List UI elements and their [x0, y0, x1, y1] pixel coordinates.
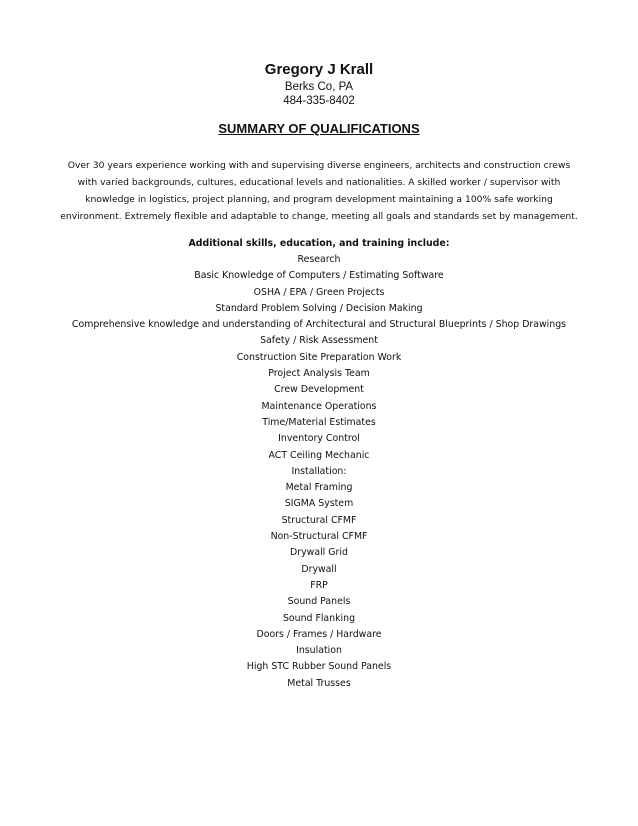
skill-item: Project Analysis Team	[268, 368, 370, 380]
skill-item: OSHA / EPA / Green Projects	[253, 286, 385, 298]
skill-item: High STC Rubber Sound Panels	[246, 661, 392, 673]
skills-heading: Additional skills, education, and training include:	[188, 238, 450, 249]
skill-item: Non-Structural CFMF	[270, 531, 368, 543]
skill-item: Metal Trusses	[287, 677, 351, 689]
skill-item: Standard Problem Solving / Decision Making	[215, 302, 423, 314]
candidate-name: Gregory J Krall	[264, 61, 374, 78]
skill-item: Crew Development	[274, 384, 364, 396]
skill-item: FRP	[310, 579, 328, 591]
skill-item: Sound Flanking	[282, 612, 356, 624]
candidate-location: Berks Co, PA	[284, 81, 354, 93]
skill-item: Inventory Control	[278, 433, 360, 445]
skill-item: Maintenance Operations	[261, 400, 377, 412]
skill-item: Comprehensive knowledge and understanding of Architectural and Structural Blueprints / Shop Drawings	[71, 319, 567, 331]
skill-item: Research	[297, 254, 341, 265]
skill-item: Basic Knowledge of Computers / Estimating Software	[194, 270, 444, 282]
skill-item: SIGMA System	[284, 498, 354, 510]
skill-item: Doors / Frames / Hardware	[256, 628, 382, 640]
skill-item: Time/Material Estimates	[262, 416, 376, 428]
skill-item: Safety / Risk Assessment	[260, 335, 378, 347]
skills-list	[0, 252, 638, 692]
candidate-phone: 484-335-8402	[283, 95, 355, 107]
skill-item: Installation:	[291, 465, 347, 477]
skill-item: Structural CFMF	[281, 514, 357, 526]
skill-item: Construction Site Preparation Work	[236, 351, 402, 363]
skill-item: ACT Ceiling Mechanic	[268, 449, 370, 461]
skill-item: Sound Panels	[287, 596, 351, 608]
resume-header	[0, 60, 638, 108]
skill-item: Insulation	[296, 645, 342, 657]
skill-item: Metal Framing	[285, 482, 353, 494]
summary-paragraph: Over 30 years experience working with and supervising diverse engineers, architects and construction crews with varied backgrounds, cultures, educational levels and nationalities. A skilled worker / supervisor with knowledge in logistics, project planning, and program development maintaining a 100% safe working environment. Extremely flexible and adaptable to change, meeting all goals and standards set by management.	[60, 160, 578, 222]
section-title: SUMMARY OF QUALIFICATIONS	[218, 121, 420, 136]
skill-item: Drywall Grid	[290, 547, 348, 559]
skill-item: Drywall	[301, 563, 337, 575]
